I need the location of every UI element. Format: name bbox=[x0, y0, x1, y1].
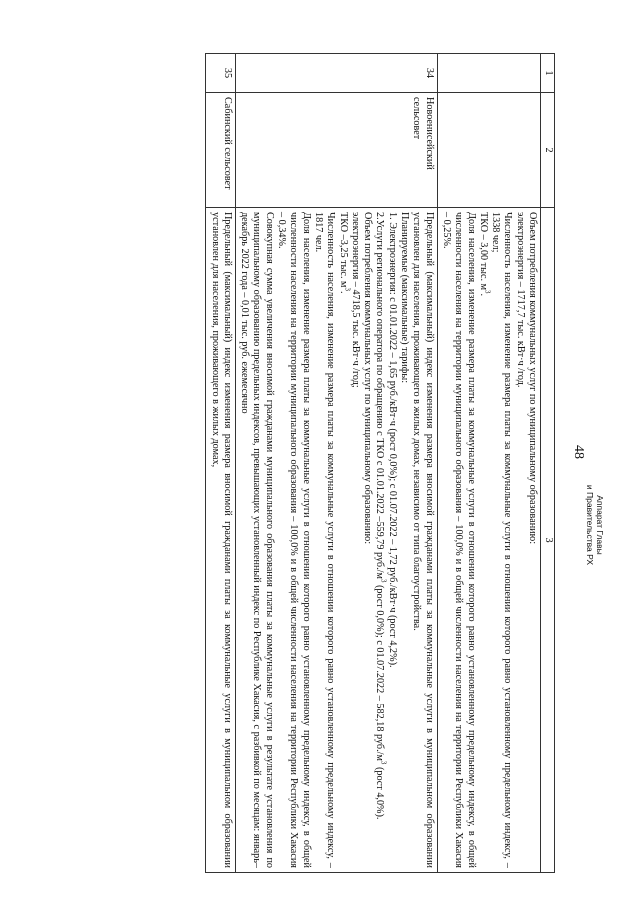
header-col-1: 1 bbox=[541, 54, 555, 93]
table-header-row bbox=[541, 54, 555, 873]
table-row-continuation bbox=[437, 54, 540, 873]
row-name-cell: Новоенисейский сельсовет bbox=[235, 93, 437, 208]
row-number-cell: 34 bbox=[235, 54, 437, 93]
text-line: электроэнергия – 1717,7 тыс. кВт·ч /год. bbox=[514, 212, 526, 388]
text-line: Объем потребления коммунальных услуг по муниципальному образованию: bbox=[527, 212, 538, 545]
header-col-3: 3 bbox=[541, 208, 555, 873]
tariff-table bbox=[205, 53, 555, 873]
row-number-cell bbox=[437, 54, 540, 93]
stamp-line-1: Аппарат Главы bbox=[595, 495, 605, 555]
text-line: Предельный (максимальный) индекс изменения размера вносимой гражданами платы за коммунальные услуги в муниципальном образовании установлен для населения, проживающего в жилых домах, bbox=[209, 212, 233, 868]
table-row-34 bbox=[235, 54, 437, 873]
row-name-cell: Сабинский сельсовет bbox=[206, 93, 236, 208]
rotated-table-area bbox=[103, 53, 555, 873]
text-line: Объем потребления коммунальных услуг по муниципальному образованию: bbox=[362, 212, 374, 545]
header-col-2: 2 bbox=[541, 93, 555, 208]
text-line: Доля населения, изменение размера платы за коммунальные услуги в отношении которого равно установленному предельному индексу, в общей численности населения на территории муниципального образования – 100,0% и в общей численности населения на территории Республики Хакасия – 0,25%. bbox=[440, 212, 477, 868]
text-line: Планируемые (максимальные) тарифы: bbox=[399, 212, 411, 384]
text-line: ТКО – 3,00 тыс. $м^3$. bbox=[477, 212, 492, 297]
row-text-cell bbox=[235, 208, 437, 873]
row-name-cell bbox=[437, 93, 540, 208]
text-line: Совокупная сумма увеличения вносимой гражданами муниципального образования платы за коммунальные услуги в результате установления по муниципальному образованию предельных индексов, превышающих установленный индекс по Республике Хакасия, с разбивкой по месяцам: январь–декабрь 2022 года – 0,01 тыс. руб. ежемесячно bbox=[239, 212, 275, 868]
row-number-cell: 35 bbox=[206, 54, 236, 93]
page-number: 48 bbox=[571, 445, 586, 459]
row-text-cell bbox=[206, 208, 236, 873]
text-line: Численность населения, изменение размера платы за коммунальные услуги в отношении которого равно установленному предельному индексу, – 1338 чел; bbox=[490, 212, 514, 868]
text-line: 2.Услуги регионального оператора по обращению с ТКО с 01.01.2022 –559,79 $руб./м^3$ (рост 0,0%); с 01.07.2022 – 582,18 $руб./м^3$ (рост 4,0%). bbox=[374, 212, 388, 820]
text-line: Доля населения, изменение размера платы за коммунальные услуги в отношении которого равно установленному предельному индексу, в общей численности населения на территории муниципального образования – 100,0% и в общей численности населения на территории Республики Хакасия – 0,34%. bbox=[276, 212, 312, 868]
office-stamp bbox=[585, 375, 605, 675]
row-text-cell bbox=[437, 208, 540, 873]
text-line: электроэнергия – 4718,5 тыс. кВт·ч /год; bbox=[349, 212, 361, 388]
text-line: Численность населения, изменение размера платы за коммунальные услуги в отношении которого равно установленному предельному индексу, – 1817 чел. bbox=[312, 212, 337, 868]
text-line: ТКО –3,25 тыс. $м^3$. bbox=[337, 212, 351, 294]
stamp-line-2: и Правительства РХ bbox=[585, 484, 595, 566]
text-line: 1. Электроэнергия: с 01.01.2022 – 1,65 руб./кВт·ч (рост 0,0%); с 01.07.2022 – 1,72 руб./кВт·ч (рост 4,2%). bbox=[386, 212, 398, 668]
text-line: Предельный (максимальный) индекс изменения размера вносимой гражданами платы за коммунальные услуги в муниципальном образовании установлен для населения, проживающего в жилых домах, независимо от типа благоустройства. bbox=[411, 212, 435, 868]
table-row-35 bbox=[206, 54, 236, 873]
